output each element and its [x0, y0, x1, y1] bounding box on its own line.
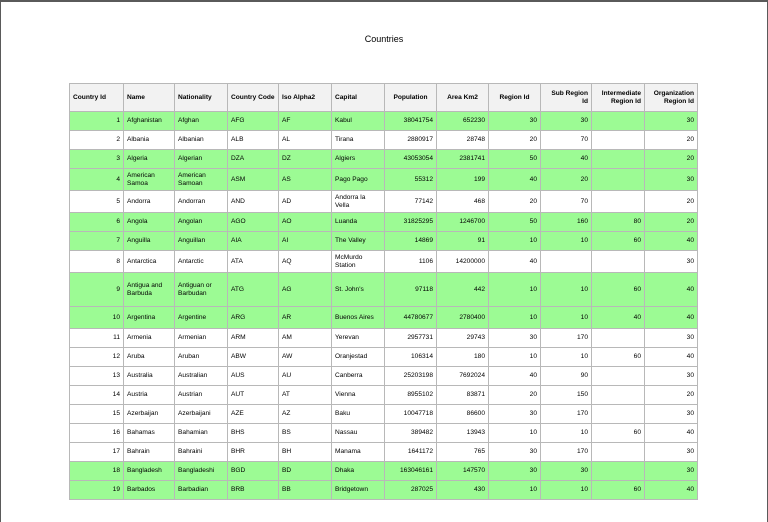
cell-capital: Canberra — [332, 367, 385, 386]
cell-intermediate-region-id — [592, 405, 645, 424]
table-row — [70, 307, 698, 329]
cell-country-id: 18 — [70, 462, 124, 481]
cell-nationality: Antiguan or Barbudan — [175, 273, 228, 307]
cell-area: 442 — [437, 273, 489, 307]
cell-sub-region-id: 10 — [541, 481, 592, 500]
cell-intermediate-region-id — [592, 443, 645, 462]
cell-area: 91 — [437, 232, 489, 251]
cell-population: 14869 — [385, 232, 437, 251]
cell-organization-region-id: 20 — [645, 150, 698, 169]
cell-capital: Yerevan — [332, 329, 385, 348]
countries-table — [69, 83, 698, 500]
table-row — [70, 150, 698, 169]
cell-region-id: 40 — [489, 251, 541, 273]
cell-name: Afghanistan — [124, 112, 175, 131]
cell-country-code: BGD — [228, 462, 279, 481]
cell-country-code: BHS — [228, 424, 279, 443]
col-header-name: Name — [124, 84, 175, 112]
cell-organization-region-id: 30 — [645, 112, 698, 131]
cell-capital: Tirana — [332, 131, 385, 150]
table-row — [70, 386, 698, 405]
table-row — [70, 348, 698, 367]
cell-country-code: ABW — [228, 348, 279, 367]
cell-name: American Samoa — [124, 169, 175, 191]
cell-population: 8955102 — [385, 386, 437, 405]
table-row — [70, 443, 698, 462]
cell-capital: Luanda — [332, 213, 385, 232]
cell-name: Algeria — [124, 150, 175, 169]
cell-organization-region-id: 20 — [645, 191, 698, 213]
cell-country-id: 12 — [70, 348, 124, 367]
cell-country-code: ARM — [228, 329, 279, 348]
cell-nationality: Bahraini — [175, 443, 228, 462]
cell-region-id: 10 — [489, 348, 541, 367]
cell-name: Andorra — [124, 191, 175, 213]
cell-iso-alpha2: AI — [279, 232, 332, 251]
cell-sub-region-id: 10 — [541, 232, 592, 251]
col-header-organization-region-id: Organization Region Id — [645, 84, 698, 112]
cell-country-id: 8 — [70, 251, 124, 273]
cell-intermediate-region-id: 60 — [592, 232, 645, 251]
cell-intermediate-region-id — [592, 112, 645, 131]
cell-intermediate-region-id — [592, 191, 645, 213]
cell-capital: Baku — [332, 405, 385, 424]
cell-country-code: ATA — [228, 251, 279, 273]
table-row — [70, 251, 698, 273]
cell-capital: St. John's — [332, 273, 385, 307]
cell-iso-alpha2: AD — [279, 191, 332, 213]
cell-region-id: 30 — [489, 443, 541, 462]
cell-organization-region-id: 20 — [645, 131, 698, 150]
cell-country-code: AUT — [228, 386, 279, 405]
cell-country-code: AIA — [228, 232, 279, 251]
cell-sub-region-id: 10 — [541, 307, 592, 329]
cell-area: 765 — [437, 443, 489, 462]
cell-country-id: 15 — [70, 405, 124, 424]
cell-name: Anguilla — [124, 232, 175, 251]
cell-country-code: ATG — [228, 273, 279, 307]
table-row — [70, 213, 698, 232]
cell-intermediate-region-id — [592, 367, 645, 386]
cell-organization-region-id: 30 — [645, 405, 698, 424]
cell-country-id: 1 — [70, 112, 124, 131]
cell-sub-region-id: 70 — [541, 131, 592, 150]
cell-iso-alpha2: BH — [279, 443, 332, 462]
cell-country-id: 4 — [70, 169, 124, 191]
cell-sub-region-id: 20 — [541, 169, 592, 191]
cell-sub-region-id: 160 — [541, 213, 592, 232]
table-row — [70, 169, 698, 191]
cell-iso-alpha2: AF — [279, 112, 332, 131]
cell-iso-alpha2: DZ — [279, 150, 332, 169]
cell-sub-region-id: 150 — [541, 386, 592, 405]
col-header-iso-alpha2: Iso Alpha2 — [279, 84, 332, 112]
cell-country-code: ALB — [228, 131, 279, 150]
cell-region-id: 40 — [489, 169, 541, 191]
cell-country-code: AZE — [228, 405, 279, 424]
cell-name: Angola — [124, 213, 175, 232]
table-row — [70, 273, 698, 307]
cell-capital: Nassau — [332, 424, 385, 443]
cell-population: 38041754 — [385, 112, 437, 131]
cell-iso-alpha2: AR — [279, 307, 332, 329]
cell-country-id: 14 — [70, 386, 124, 405]
cell-country-id: 2 — [70, 131, 124, 150]
cell-iso-alpha2: AZ — [279, 405, 332, 424]
table-row — [70, 329, 698, 348]
cell-nationality: Armenian — [175, 329, 228, 348]
cell-country-code: BHR — [228, 443, 279, 462]
cell-country-id: 7 — [70, 232, 124, 251]
cell-sub-region-id — [541, 251, 592, 273]
cell-name: Argentina — [124, 307, 175, 329]
cell-capital: Pago Pago — [332, 169, 385, 191]
table-row — [70, 405, 698, 424]
cell-name: Aruba — [124, 348, 175, 367]
cell-population: 389482 — [385, 424, 437, 443]
cell-country-id: 17 — [70, 443, 124, 462]
table-row — [70, 481, 698, 500]
col-header-nationality: Nationality — [175, 84, 228, 112]
cell-iso-alpha2: AL — [279, 131, 332, 150]
cell-population: 1106 — [385, 251, 437, 273]
col-header-country-code: Country Code — [228, 84, 279, 112]
cell-country-id: 13 — [70, 367, 124, 386]
cell-country-id: 19 — [70, 481, 124, 500]
cell-capital: Oranjestad — [332, 348, 385, 367]
cell-iso-alpha2: AO — [279, 213, 332, 232]
cell-nationality: Anguillan — [175, 232, 228, 251]
cell-population: 163046161 — [385, 462, 437, 481]
table-row — [70, 112, 698, 131]
cell-organization-region-id: 30 — [645, 329, 698, 348]
cell-area: 7692024 — [437, 367, 489, 386]
cell-capital: Bridgetown — [332, 481, 385, 500]
cell-capital: Manama — [332, 443, 385, 462]
cell-nationality: Afghan — [175, 112, 228, 131]
col-header-sub-region-id: Sub Region Id — [541, 84, 592, 112]
cell-intermediate-region-id — [592, 386, 645, 405]
cell-sub-region-id: 170 — [541, 443, 592, 462]
cell-intermediate-region-id: 80 — [592, 213, 645, 232]
cell-sub-region-id: 90 — [541, 367, 592, 386]
cell-iso-alpha2: AQ — [279, 251, 332, 273]
col-header-country-id: Country Id — [70, 84, 124, 112]
cell-country-id: 6 — [70, 213, 124, 232]
cell-name: Barbados — [124, 481, 175, 500]
cell-sub-region-id: 30 — [541, 462, 592, 481]
cell-intermediate-region-id — [592, 251, 645, 273]
cell-nationality: Algerian — [175, 150, 228, 169]
cell-population: 25203198 — [385, 367, 437, 386]
cell-organization-region-id: 30 — [645, 367, 698, 386]
cell-population: 97118 — [385, 273, 437, 307]
cell-area: 652230 — [437, 112, 489, 131]
col-header-intermediate-region-id: Intermediate Region Id — [592, 84, 645, 112]
col-header-capital: Capital — [332, 84, 385, 112]
cell-region-id: 30 — [489, 462, 541, 481]
cell-area: 430 — [437, 481, 489, 500]
cell-sub-region-id: 70 — [541, 191, 592, 213]
cell-country-code: AUS — [228, 367, 279, 386]
cell-sub-region-id: 10 — [541, 348, 592, 367]
table-row — [70, 367, 698, 386]
cell-region-id: 10 — [489, 232, 541, 251]
cell-name: Antigua and Barbuda — [124, 273, 175, 307]
cell-country-id: 9 — [70, 273, 124, 307]
cell-nationality: Argentine — [175, 307, 228, 329]
cell-nationality: Bangladeshi — [175, 462, 228, 481]
cell-intermediate-region-id — [592, 462, 645, 481]
cell-name: Armenia — [124, 329, 175, 348]
cell-region-id: 20 — [489, 191, 541, 213]
cell-country-code: AND — [228, 191, 279, 213]
cell-sub-region-id: 170 — [541, 329, 592, 348]
cell-area: 86600 — [437, 405, 489, 424]
cell-intermediate-region-id: 60 — [592, 424, 645, 443]
cell-sub-region-id: 30 — [541, 112, 592, 131]
cell-organization-region-id: 40 — [645, 307, 698, 329]
cell-iso-alpha2: AG — [279, 273, 332, 307]
cell-organization-region-id: 30 — [645, 462, 698, 481]
cell-area: 13943 — [437, 424, 489, 443]
cell-organization-region-id: 40 — [645, 424, 698, 443]
table-body — [70, 112, 698, 500]
cell-region-id: 10 — [489, 307, 541, 329]
cell-name: Antarctica — [124, 251, 175, 273]
cell-area: 2381741 — [437, 150, 489, 169]
cell-population: 2880917 — [385, 131, 437, 150]
cell-area: 199 — [437, 169, 489, 191]
cell-nationality: Andorran — [175, 191, 228, 213]
cell-iso-alpha2: AW — [279, 348, 332, 367]
cell-capital: The Valley — [332, 232, 385, 251]
cell-nationality: Antarctic — [175, 251, 228, 273]
cell-name: Austria — [124, 386, 175, 405]
cell-intermediate-region-id — [592, 131, 645, 150]
cell-country-code: ASM — [228, 169, 279, 191]
cell-name: Bangladesh — [124, 462, 175, 481]
cell-country-id: 5 — [70, 191, 124, 213]
cell-capital: Kabul — [332, 112, 385, 131]
cell-intermediate-region-id: 60 — [592, 481, 645, 500]
cell-region-id: 10 — [489, 481, 541, 500]
cell-country-id: 3 — [70, 150, 124, 169]
cell-iso-alpha2: BB — [279, 481, 332, 500]
cell-country-id: 10 — [70, 307, 124, 329]
cell-intermediate-region-id — [592, 150, 645, 169]
cell-name: Bahrain — [124, 443, 175, 462]
cell-region-id: 30 — [489, 329, 541, 348]
cell-country-code: DZA — [228, 150, 279, 169]
cell-nationality: American Samoan — [175, 169, 228, 191]
cell-region-id: 30 — [489, 405, 541, 424]
cell-nationality: Australian — [175, 367, 228, 386]
page-title: Countries — [364, 34, 404, 44]
cell-capital: Dhaka — [332, 462, 385, 481]
cell-iso-alpha2: BD — [279, 462, 332, 481]
cell-population: 77142 — [385, 191, 437, 213]
cell-name: Azerbaijan — [124, 405, 175, 424]
cell-sub-region-id: 10 — [541, 424, 592, 443]
cell-organization-region-id: 40 — [645, 481, 698, 500]
cell-population: 31825295 — [385, 213, 437, 232]
cell-name: Bahamas — [124, 424, 175, 443]
table-row — [70, 232, 698, 251]
report-page — [1, 2, 767, 522]
cell-area: 28748 — [437, 131, 489, 150]
cell-area: 2780400 — [437, 307, 489, 329]
cell-capital: McMurdo Station — [332, 251, 385, 273]
cell-nationality: Barbadian — [175, 481, 228, 500]
cell-iso-alpha2: AT — [279, 386, 332, 405]
cell-intermediate-region-id: 60 — [592, 348, 645, 367]
table-row — [70, 462, 698, 481]
cell-capital: Algiers — [332, 150, 385, 169]
cell-nationality: Bahamian — [175, 424, 228, 443]
table-row — [70, 191, 698, 213]
cell-organization-region-id: 20 — [645, 213, 698, 232]
cell-intermediate-region-id: 60 — [592, 273, 645, 307]
cell-area: 180 — [437, 348, 489, 367]
cell-organization-region-id: 20 — [645, 386, 698, 405]
cell-population: 10047718 — [385, 405, 437, 424]
cell-area: 29743 — [437, 329, 489, 348]
cell-region-id: 20 — [489, 131, 541, 150]
cell-population: 43053054 — [385, 150, 437, 169]
cell-iso-alpha2: AS — [279, 169, 332, 191]
cell-region-id: 10 — [489, 273, 541, 307]
cell-organization-region-id: 30 — [645, 169, 698, 191]
cell-name: Australia — [124, 367, 175, 386]
cell-country-id: 16 — [70, 424, 124, 443]
cell-area: 1246700 — [437, 213, 489, 232]
cell-region-id: 40 — [489, 367, 541, 386]
cell-capital: Andorra la Vella — [332, 191, 385, 213]
cell-organization-region-id: 40 — [645, 348, 698, 367]
header-row — [70, 84, 698, 112]
cell-population: 1641172 — [385, 443, 437, 462]
cell-country-code: AGO — [228, 213, 279, 232]
cell-area: 147570 — [437, 462, 489, 481]
cell-nationality: Azerbaijani — [175, 405, 228, 424]
col-header-region-id: Region Id — [489, 84, 541, 112]
cell-sub-region-id: 170 — [541, 405, 592, 424]
cell-region-id: 20 — [489, 386, 541, 405]
col-header-area: Area Km2 — [437, 84, 489, 112]
cell-population: 44780677 — [385, 307, 437, 329]
cell-area: 83871 — [437, 386, 489, 405]
cell-organization-region-id: 40 — [645, 273, 698, 307]
cell-iso-alpha2: AM — [279, 329, 332, 348]
cell-organization-region-id: 30 — [645, 251, 698, 273]
table-row — [70, 131, 698, 150]
cell-country-code: BRB — [228, 481, 279, 500]
cell-iso-alpha2: BS — [279, 424, 332, 443]
cell-area: 468 — [437, 191, 489, 213]
cell-sub-region-id: 40 — [541, 150, 592, 169]
cell-nationality: Albanian — [175, 131, 228, 150]
cell-population: 106314 — [385, 348, 437, 367]
cell-nationality: Angolan — [175, 213, 228, 232]
cell-organization-region-id: 40 — [645, 232, 698, 251]
cell-intermediate-region-id: 40 — [592, 307, 645, 329]
cell-region-id: 30 — [489, 112, 541, 131]
cell-nationality: Austrian — [175, 386, 228, 405]
cell-country-id: 11 — [70, 329, 124, 348]
cell-region-id: 50 — [489, 213, 541, 232]
cell-nationality: Aruban — [175, 348, 228, 367]
cell-country-code: ARG — [228, 307, 279, 329]
cell-region-id: 10 — [489, 424, 541, 443]
cell-area: 14200000 — [437, 251, 489, 273]
cell-capital: Buenos Aires — [332, 307, 385, 329]
cell-sub-region-id: 10 — [541, 273, 592, 307]
table-row — [70, 424, 698, 443]
col-header-population: Population — [385, 84, 437, 112]
cell-population: 2957731 — [385, 329, 437, 348]
cell-capital: Vienna — [332, 386, 385, 405]
cell-intermediate-region-id — [592, 169, 645, 191]
cell-population: 287025 — [385, 481, 437, 500]
cell-name: Albania — [124, 131, 175, 150]
cell-region-id: 50 — [489, 150, 541, 169]
cell-intermediate-region-id — [592, 329, 645, 348]
cell-country-code: AFG — [228, 112, 279, 131]
cell-population: 55312 — [385, 169, 437, 191]
cell-iso-alpha2: AU — [279, 367, 332, 386]
cell-organization-region-id: 30 — [645, 443, 698, 462]
